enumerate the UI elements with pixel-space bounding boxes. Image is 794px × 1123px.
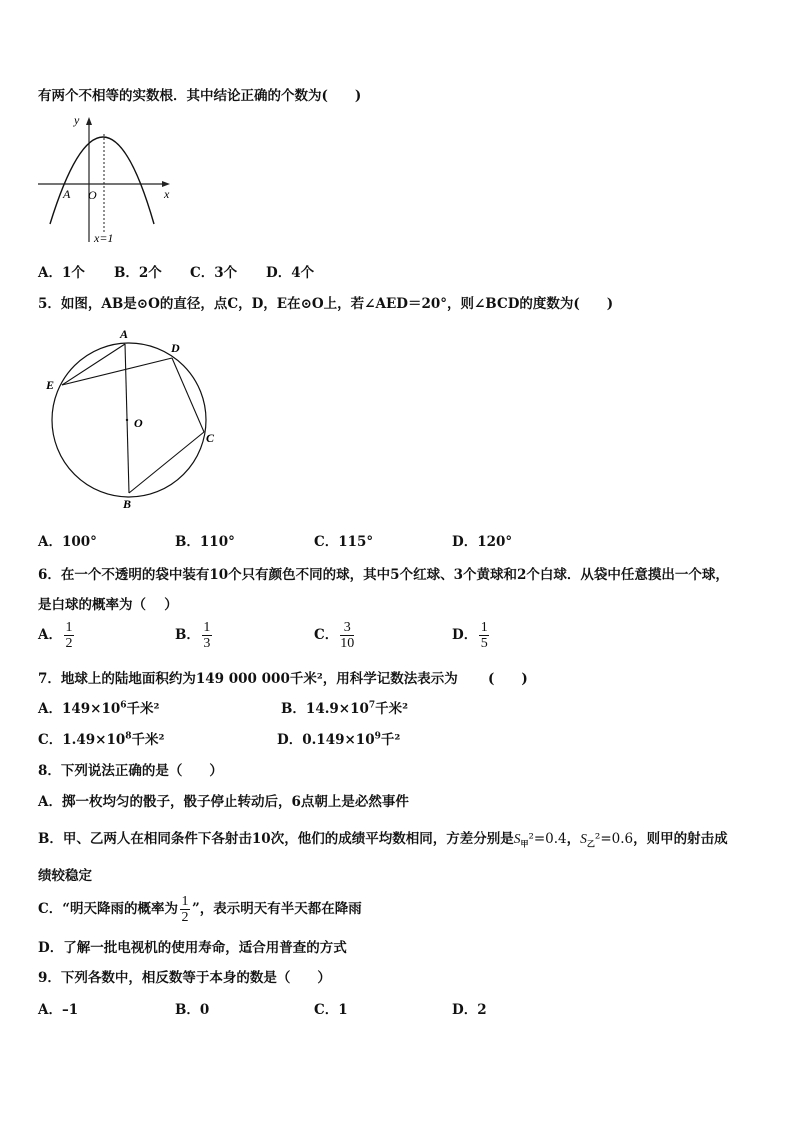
q7-option-a[interactable]: A．$149\times 10^6$千米² bbox=[38, 700, 160, 717]
point-a-label: A bbox=[63, 187, 71, 201]
point-a-label: A bbox=[120, 327, 129, 341]
q6-option-a[interactable]: A． $\frac{1}{2}$ bbox=[38, 620, 73, 651]
parabola-graph bbox=[36, 112, 176, 247]
q8-stem: 8．下列说法正确的是（ ） bbox=[38, 763, 223, 779]
circle-diagram bbox=[36, 324, 226, 514]
q6-option-b[interactable]: B． $\frac{1}{3}$ bbox=[175, 620, 211, 651]
q6-stem-line1: 6．在一个不透明的袋中装有10个只有颜色不同的球，其中5个红球、3个黄球和2个白球．从袋中任意摸出一个球， bbox=[38, 567, 729, 583]
q4-option-a[interactable]: A．1个 bbox=[38, 265, 85, 281]
q4-stem-tail: 有两个不相等的实数根．其中结论正确的个数为( ) bbox=[38, 88, 362, 104]
point-c-label: C bbox=[206, 431, 215, 445]
q9-option-d[interactable]: D．2 bbox=[452, 1002, 487, 1018]
q8-option-a[interactable]: A．掷一枚均匀的骰子，骰子停止转动后，6点朝上是必然事件 bbox=[38, 794, 409, 810]
q7-option-d[interactable]: D．$0.149\times 10^9$千² bbox=[277, 731, 401, 748]
q6-option-c[interactable]: C． $\frac{3}{10}$ bbox=[314, 620, 355, 651]
q5-stem: 5．如图，AB是⊙O的直径，点C，D，E在⊙O上，若∠AED＝20°，则∠BCD的度数为( ) bbox=[38, 296, 614, 312]
q7-option-c[interactable]: C．$1.49\times 10^8$千米² bbox=[38, 731, 165, 748]
point-e-label: E bbox=[46, 378, 55, 392]
q8-option-c[interactable]: C．“明天降雨的概率为 $\frac{1}{2}$ ”，表示明天有半天都在降雨 bbox=[38, 894, 362, 925]
q4-option-c[interactable]: C．3个 bbox=[190, 265, 238, 281]
q7-option-b[interactable]: B．$14.9\times 10^7$千米² bbox=[281, 700, 409, 717]
q8-option-b[interactable]: B．甲、乙两人在相同条件下各射击10次，他们的成绩平均数相同，方差分别是$S_甲^2=0.4$，$S_乙^2=0.6$，则甲的射击成 bbox=[38, 831, 728, 849]
q5-option-c[interactable]: C．115° bbox=[314, 534, 374, 550]
point-b-label: B bbox=[123, 497, 132, 511]
q6-option-d[interactable]: D． $\frac{1}{5}$ bbox=[452, 620, 488, 651]
q9-stem: 9．下列各数中，相反数等于本身的数是（ ） bbox=[38, 970, 331, 986]
center-o-label: O bbox=[134, 416, 143, 430]
point-d-label: D bbox=[171, 341, 180, 355]
q5-option-b[interactable]: B．110° bbox=[175, 534, 235, 550]
axis-of-symmetry-label: x=1 bbox=[94, 231, 114, 245]
q9-option-b[interactable]: B．0 bbox=[175, 1002, 210, 1018]
q9-option-a[interactable]: A．–1 bbox=[38, 1002, 79, 1018]
q4-option-b[interactable]: B．2个 bbox=[114, 265, 162, 281]
origin-label: O bbox=[88, 188, 97, 202]
q6-stem-line2: 是白球的概率为（ ） bbox=[38, 597, 178, 613]
q8-option-b-cont: 绩较稳定 bbox=[38, 868, 92, 884]
y-axis-label: y bbox=[74, 113, 80, 127]
q5-option-d[interactable]: D．120° bbox=[452, 534, 513, 550]
q8-option-d[interactable]: D．了解一批电视机的使用寿命，适合用普查的方式 bbox=[38, 940, 347, 956]
q4-option-d[interactable]: D．4个 bbox=[266, 265, 315, 281]
q7-stem: 7．地球上的陆地面积约为149 000 000千米²，用科学记数法表示为 bbox=[38, 671, 458, 687]
q5-option-a[interactable]: A．100° bbox=[38, 534, 97, 550]
x-axis-label: x bbox=[164, 187, 170, 201]
q7-paren: ( ) bbox=[488, 671, 528, 687]
q9-option-c[interactable]: C．1 bbox=[314, 1002, 348, 1018]
